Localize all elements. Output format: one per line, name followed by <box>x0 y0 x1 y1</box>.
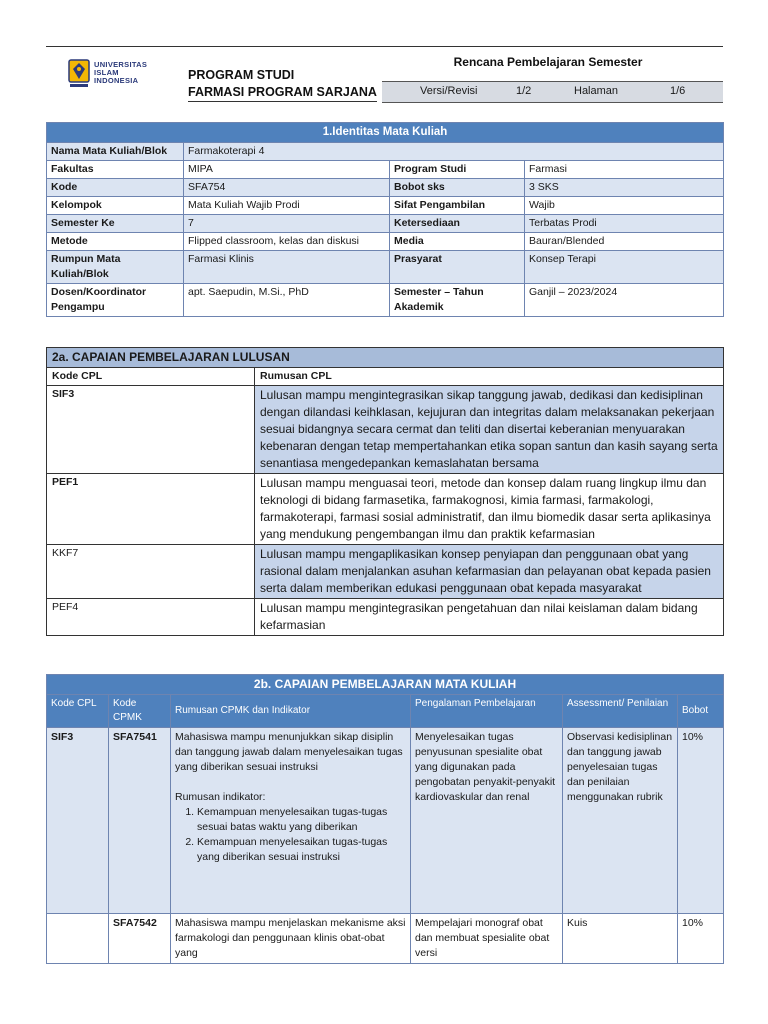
cpmk-bobot: 10% <box>678 728 724 914</box>
cpmk-title: 2b. CAPAIAN PEMBELAJARAN MATA KULIAH <box>47 675 724 695</box>
semester-value: 7 <box>184 215 390 233</box>
cpmk-col-assessment: Assessment/ Penilaian <box>563 695 678 728</box>
semester-tahun-label: Semester – Tahun Akademik <box>390 284 525 317</box>
cpmk-col-rumusan: Rumusan CPMK dan Indikator <box>171 695 411 728</box>
kode-label: Kode <box>47 179 184 197</box>
cpl-table <box>46 347 724 636</box>
table-row <box>47 599 724 636</box>
rps-page <box>46 46 723 959</box>
cpl-rumusan: Lulusan mampu mengaplikasikan konsep penyiapan dan penggunaan obat yang rasional dalam menjalankan asuhan kefarmasian dan pelayanan obat kepada pasien serta dalam memberikan edukasi penggunaan obat kepada masyarakat <box>255 545 724 599</box>
table-row <box>47 386 724 474</box>
rps-title: Rencana Pembelajaran Semester <box>453 55 643 69</box>
program-title: PROGRAM STUDI FARMASI PROGRAM SARJANA <box>188 67 377 102</box>
cpl-rumusan: Lulusan mampu mengintegrasikan pengetahuan dan nilai keislaman dalam bidang kefarmasian <box>255 599 724 636</box>
versi-label: Versi/Revisi <box>420 85 478 97</box>
rumpun-value: Farmasi Klinis <box>184 251 390 284</box>
kode-value: SFA754 <box>184 179 390 197</box>
prodi-label: Program Studi <box>390 161 525 179</box>
cpl-title: 2a. CAPAIAN PEMBELAJARAN LULUSAN <box>47 348 724 368</box>
metode-value: Flipped classroom, kelas dan diskusi <box>184 233 390 251</box>
sifat-label: Sifat Pengambilan <box>390 197 525 215</box>
table-row <box>47 914 724 964</box>
halaman-label: Halaman <box>574 85 619 97</box>
identitas-title: 1.Identitas Mata Kuliah <box>47 123 724 143</box>
identitas-table <box>46 122 724 317</box>
cpmk-kode-cpmk: SFA7542 <box>109 914 171 964</box>
media-label: Media <box>390 233 525 251</box>
nama-value: Farmakoterapi 4 <box>184 143 724 161</box>
ketersediaan-value: Terbatas Prodi <box>525 215 724 233</box>
versi-value: 1/2 <box>516 85 532 97</box>
cpl-rumusan: Lulusan mampu menguasai teori, metode dan konsep dalam ruang lingkup ilmu dan teknologi di bidang farmasetika, farmakognosi, kimia farmasi, farmakologi, farmakoterapi, farmasi sosial administratif, dan ilmu biomedik dasar serta aplikasinya yang mendukung pengembangan ilmu dan praktik kefarmasian <box>255 474 724 545</box>
prasyarat-value: Konsep Terapi <box>525 251 724 284</box>
logo-wordmark: UNIVERSITAS ISLAM INDONESIA <box>94 60 148 85</box>
cpmk-rumusan-cell <box>171 728 411 914</box>
halaman-value: 1/6 <box>670 85 686 97</box>
kelompok-label: Kelompok <box>47 197 184 215</box>
uii-emblem-icon <box>68 59 90 89</box>
cpmk-pengalaman: Menyelesaikan tugas penyusunan spesialite obat yang digunakan pada pengobatan penyakit-penyakit kardiovaskular dan renal <box>411 728 563 914</box>
list-item: 2. Kemampuan menyelesaikan tugas-tugas yang diberikan sesuai instruksi <box>197 835 406 865</box>
ketersediaan-label: Ketersediaan <box>390 215 525 233</box>
prasyarat-label: Prasyarat <box>390 251 525 284</box>
cpmk-col-bobot: Bobot <box>678 695 724 728</box>
cpl-kode: SIF3 <box>47 386 255 474</box>
media-value: Bauran/Blended <box>525 233 724 251</box>
table-row <box>47 474 724 545</box>
bobot-label: Bobot sks <box>390 179 525 197</box>
dosen-value: apt. Saepudin, M.Si., PhD <box>184 284 390 317</box>
cpmk-kode-cpl <box>47 914 109 964</box>
cpmk-kode-cpmk: SFA7541 <box>109 728 171 914</box>
nama-label: Nama Mata Kuliah/Blok <box>47 143 184 161</box>
list-item: 1. Kemampuan menyelesaikan tugas-tugas sesuai batas waktu yang diberikan <box>197 805 406 835</box>
cpmk-assessment: Observasi kedisiplinan dan tanggung jawab penyelesaian tugas dan penilaian menggunakan rubrik <box>563 728 678 914</box>
indikator-label: Rumusan indikator: <box>175 791 266 803</box>
version-row <box>382 81 723 103</box>
prodi-value: Farmasi <box>525 161 724 179</box>
cpl-kode: PEF4 <box>47 599 255 636</box>
semester-label: Semester Ke <box>47 215 184 233</box>
dosen-label: Dosen/Koordinator Pengampu <box>47 284 184 317</box>
rumpun-label: Rumpun Mata Kuliah/Blok <box>47 251 184 284</box>
cpmk-kode-cpl: SIF3 <box>47 728 109 914</box>
cpmk-rumusan: Mahasiswa mampu menjelaskan mekanisme aksi farmakologi dan penggunaan klinis obat-obat yang <box>171 914 411 964</box>
fakultas-value: MIPA <box>184 161 390 179</box>
bobot-value: 3 SKS <box>525 179 724 197</box>
cpmk-bobot: 10% <box>678 914 724 964</box>
cpl-col-kode: Kode CPL <box>47 368 255 386</box>
cpmk-col-pengalaman: Pengalaman Pembelajaran <box>411 695 563 728</box>
fakultas-label: Fakultas <box>47 161 184 179</box>
indikator-list <box>175 805 406 865</box>
cpmk-table <box>46 674 724 964</box>
cpmk-rumusan: Mahasiswa mampu menunjukkan sikap disiplin dan tanggung jawab dalam menyelesaikan tugas yang diberikan sesuai instruksi <box>175 731 403 773</box>
table-row <box>47 728 724 914</box>
table-row <box>47 545 724 599</box>
cpl-kode: PEF1 <box>47 474 255 545</box>
cpl-rumusan: Lulusan mampu mengintegrasikan sikap tanggung jawab, dedikasi dan kedisiplinan dengan dilandasi keihklasan, kejujuran dan integritas dalam melaksanakan pekerjaan sesuai bidangnya secara cermat dan teliti dan disertai keberanian menyuarakan kebenaran dengan tetap mempertahankan etika sopan santun dan kasih sayang serta senantiasa mengedepankan kemaslahatan bersama <box>255 386 724 474</box>
kelompok-value: Mata Kuliah Wajib Prodi <box>184 197 390 215</box>
uii-logo <box>68 57 178 97</box>
semester-tahun-value: Ganjil – 2023/2024 <box>525 284 724 317</box>
cpmk-assessment: Kuis <box>563 914 678 964</box>
metode-label: Metode <box>47 233 184 251</box>
sifat-value: Wajib <box>525 197 724 215</box>
cpmk-col-kode-cpmk: Kode CPMK <box>109 695 171 728</box>
cpl-kode: KKF7 <box>47 545 255 599</box>
document-header <box>46 46 723 107</box>
cpmk-col-kode-cpl: Kode CPL <box>47 695 109 728</box>
cpl-col-rumusan: Rumusan CPL <box>255 368 724 386</box>
cpmk-pengalaman: Mempelajari monograf obat dan membuat spesialite obat versi <box>411 914 563 964</box>
